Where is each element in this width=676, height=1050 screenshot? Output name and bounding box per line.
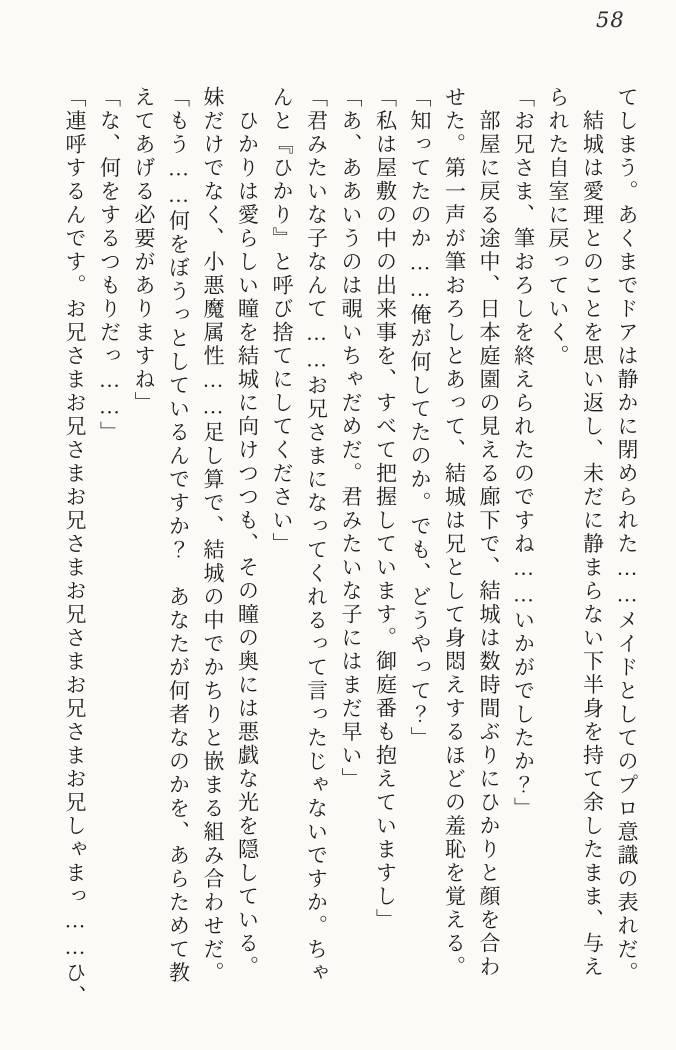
text-column: ひかりは愛らしい瞳を結城に向けつつも、その瞳の奥には悪戯な光を隠している。 [235, 86, 260, 979]
text-column: せた。第一声が筆おろしとあって、結城は兄として身悶えするほどの羞恥を覚える。 [442, 86, 467, 979]
text-column: 「あ、ああいうのは覗いちゃだめだ。君みたいな子にはまだ早い」 [339, 86, 363, 791]
text-column: えてあげる必要がありますね」 [132, 86, 156, 415]
text-column: 妹だけでなく、小悪魔属性……足し算で、結城の中でかちりと嵌まる組み合わせだ。 [201, 86, 225, 985]
page-number: 58 [596, 8, 625, 32]
vertical-text-block [58, 86, 645, 1016]
text-column: 「君みたいな子なんて……お兄さまになってくれるって言ったじゃないですか。ちゃ [304, 86, 329, 985]
text-column: 部屋に戻る途中、日本庭園の見える廊下で、結城は数時間ぶりにひかりと顔を合わ [477, 86, 501, 979]
text-column: 「もう……何をぼうっとしているんですか？ あなたが何者なのかを、あらためて教 [166, 86, 191, 985]
text-column: 「連呼するんです。お兄さまお兄さまお兄さまお兄さまお兄さまお兄しゃまっ……ひ、 [63, 86, 87, 1009]
text-column: 「知ってたのか……俺が何してたのか。でも、どうやって？」 [408, 86, 432, 750]
text-column: んと『ひかり』と呼び捨てにしてください」 [270, 86, 294, 556]
text-column: 「な、何をするつもりだっ……」 [97, 86, 122, 445]
text-column: られた自室に戻っていく。 [546, 86, 570, 368]
text-column: てしまう。あくまでドアは静かに閉められた……メイドとしてのプロ意識の表れだ。 [615, 86, 639, 985]
text-column: 結城は愛理とのことを思い返し、未だに静まらない下半身を持て余したまま、与え [580, 86, 605, 979]
text-column: 「お兄さま、筆おろしを終えられたのですね……いかがでしたか？」 [511, 86, 536, 821]
text-column: 「私は屋敷の中の出来事を、すべて把握しています。御庭番も抱えていますし」 [373, 86, 398, 932]
